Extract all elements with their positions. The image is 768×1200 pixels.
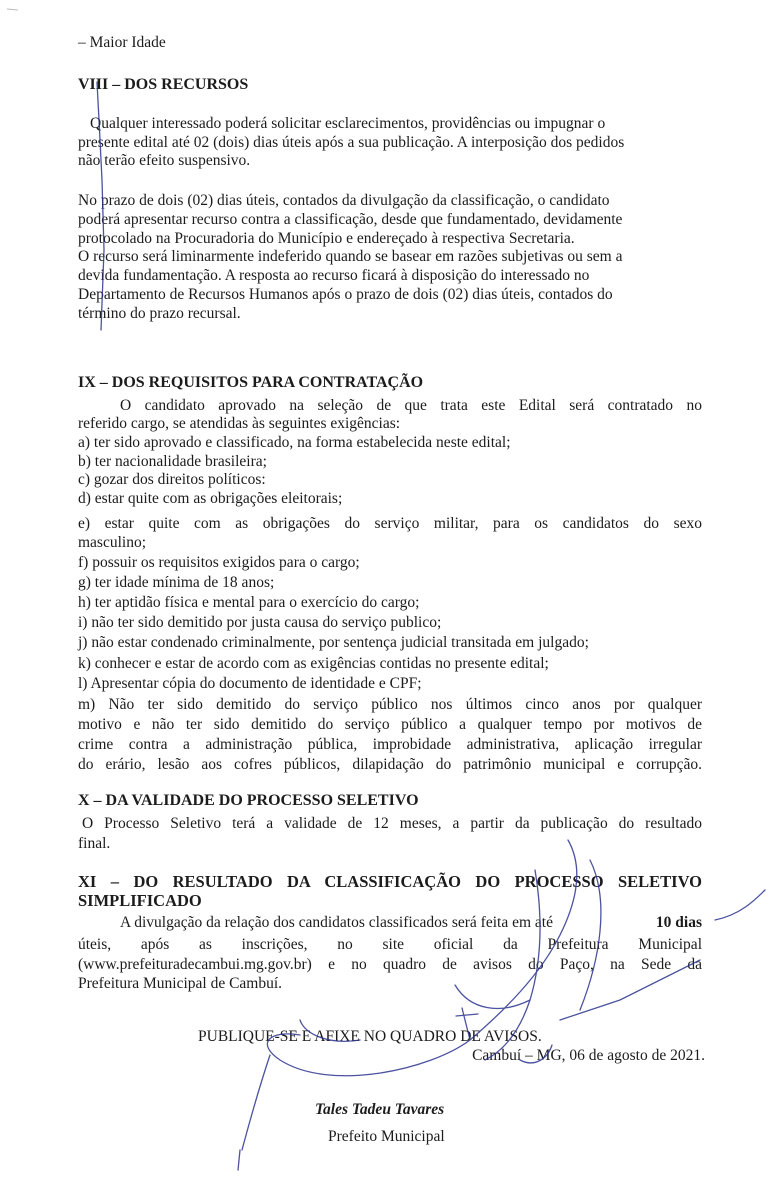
text-line: No prazo de dois (02) dias úteis, contados da divulgação da classificação, o candidato [78, 192, 610, 209]
list-item: a) ter sido aprovado e classificado, na forma estabelecida neste edital; [78, 434, 511, 451]
text-line: crime contra a administração pública, improbidade administrativa, aplicação irregular [78, 736, 702, 753]
section-heading-xi: XI – DO RESULTADO DA CLASSIFICAÇÃO DO PROCESSO SELETIVO [78, 872, 702, 891]
list-item: c) gozar dos direitos políticos: [78, 471, 266, 488]
list-item: d) estar quite com as obrigações eleitorais; [78, 490, 343, 507]
text-line: O Processo Seletivo terá a validade de 12 meses, a partir da publicação do resultado [82, 815, 702, 832]
list-item: b) ter nacionalidade brasileira; [78, 453, 267, 470]
text-line: úteis, após as inscrições, no site oficial da Prefeitura Municipal [78, 936, 702, 953]
text-line: devida fundamentação. A resposta ao recurso ficará à disposição do interessado no [78, 267, 590, 284]
signer-title: Prefeito Municipal [328, 1128, 445, 1145]
text-line: poderá apresentar recurso contra a classificação, desde que fundamentado, devidamente [78, 211, 623, 228]
text-line: O recurso será liminarmente indeferido quando se basear em razões subjetivas ou sem a [78, 248, 623, 265]
list-item: j) não estar condenado criminalmente, por sentença judicial transitada em julgado; [78, 634, 589, 651]
text-line: término do prazo recursal. [78, 305, 241, 322]
list-item: e) estar quite com as obrigações do serviço militar, para os candidatos do sexo [78, 515, 702, 532]
text-line: final. [78, 835, 111, 852]
text-line: protocolado na Procuradoria do Município e endereçado à respectiva Secretaria. [78, 230, 575, 247]
text-line: do erário, lesão aos cofres públicos, dilapidação do patrimônio municipal e corrupção. [78, 756, 702, 773]
list-item: g) ter idade mínima de 18 anos; [78, 574, 275, 591]
text-line [120, 914, 702, 932]
scan-mark-icon [6, 6, 20, 12]
text-line: Qualquer interessado poderá solicitar esclarecimentos, providências ou impugnar o [90, 115, 606, 132]
list-item: h) ter aptidão física e mental para o exercício do cargo; [78, 594, 420, 611]
section-heading-ix: IX – DOS REQUISITOS PARA CONTRATAÇÃO [78, 374, 424, 391]
text-line: O candidato aprovado na seleção de que trata este Edital será contratado no [120, 397, 702, 414]
text-line: referido cargo, se atendidas às seguintes exigências: [78, 415, 401, 432]
list-item: m) Não ter sido demitido do serviço público nos últimos cinco anos por qualquer [78, 696, 702, 713]
text-line: Departamento de Recursos Humanos após o prazo de dois (02) dias úteis, contados do [78, 286, 613, 303]
list-item: l) Apresentar cópia do documento de identidade e CPF; [78, 675, 422, 692]
section-heading-x: X – DA VALIDADE DO PROCESSO SELETIVO [78, 792, 419, 809]
text-fragment: A divulgação da relação dos candidatos classificados será feita em até [120, 914, 557, 931]
list-item: k) conhecer e estar de acordo com as exigências contidas no presente edital; [78, 655, 549, 672]
document-date: Cambuí – MG, 06 de agosto de 2021. [472, 1047, 705, 1064]
text-line: não terão efeito suspensivo. [78, 152, 251, 169]
list-item: f) possuir os requisitos exigidos para o cargo; [78, 554, 360, 571]
list-item: i) não ter sido demitido por justa causa do serviço publico; [78, 614, 442, 631]
list-item: masculino; [78, 534, 147, 551]
section-heading-xi-continued: SIMPLIFICADO [78, 891, 202, 910]
closing-statement: PUBLIQUE-SE E AFIXE NO QUADRO DE AVISOS. [198, 1028, 542, 1045]
text-line: motivo e não ter sido demitido do serviço público a qualquer tempo por motivos de [78, 716, 702, 733]
section-heading-viii: VIII – DOS RECURSOS [78, 76, 249, 93]
text-line: (www.prefeituradecambui.mg.gov.br) e no quadro de avisos do Paço, na Sede da [78, 956, 702, 973]
text-line: – Maior Idade [78, 34, 166, 51]
emphasis-days: 10 dias [655, 914, 702, 931]
text-line: presente edital até 02 (dois) dias úteis após a sua publicação. A interposição dos pedidos [78, 134, 625, 151]
text-line: Prefeitura Municipal de Cambuí. [78, 975, 283, 992]
signer-name: Tales Tadeu Tavares [315, 1101, 445, 1118]
